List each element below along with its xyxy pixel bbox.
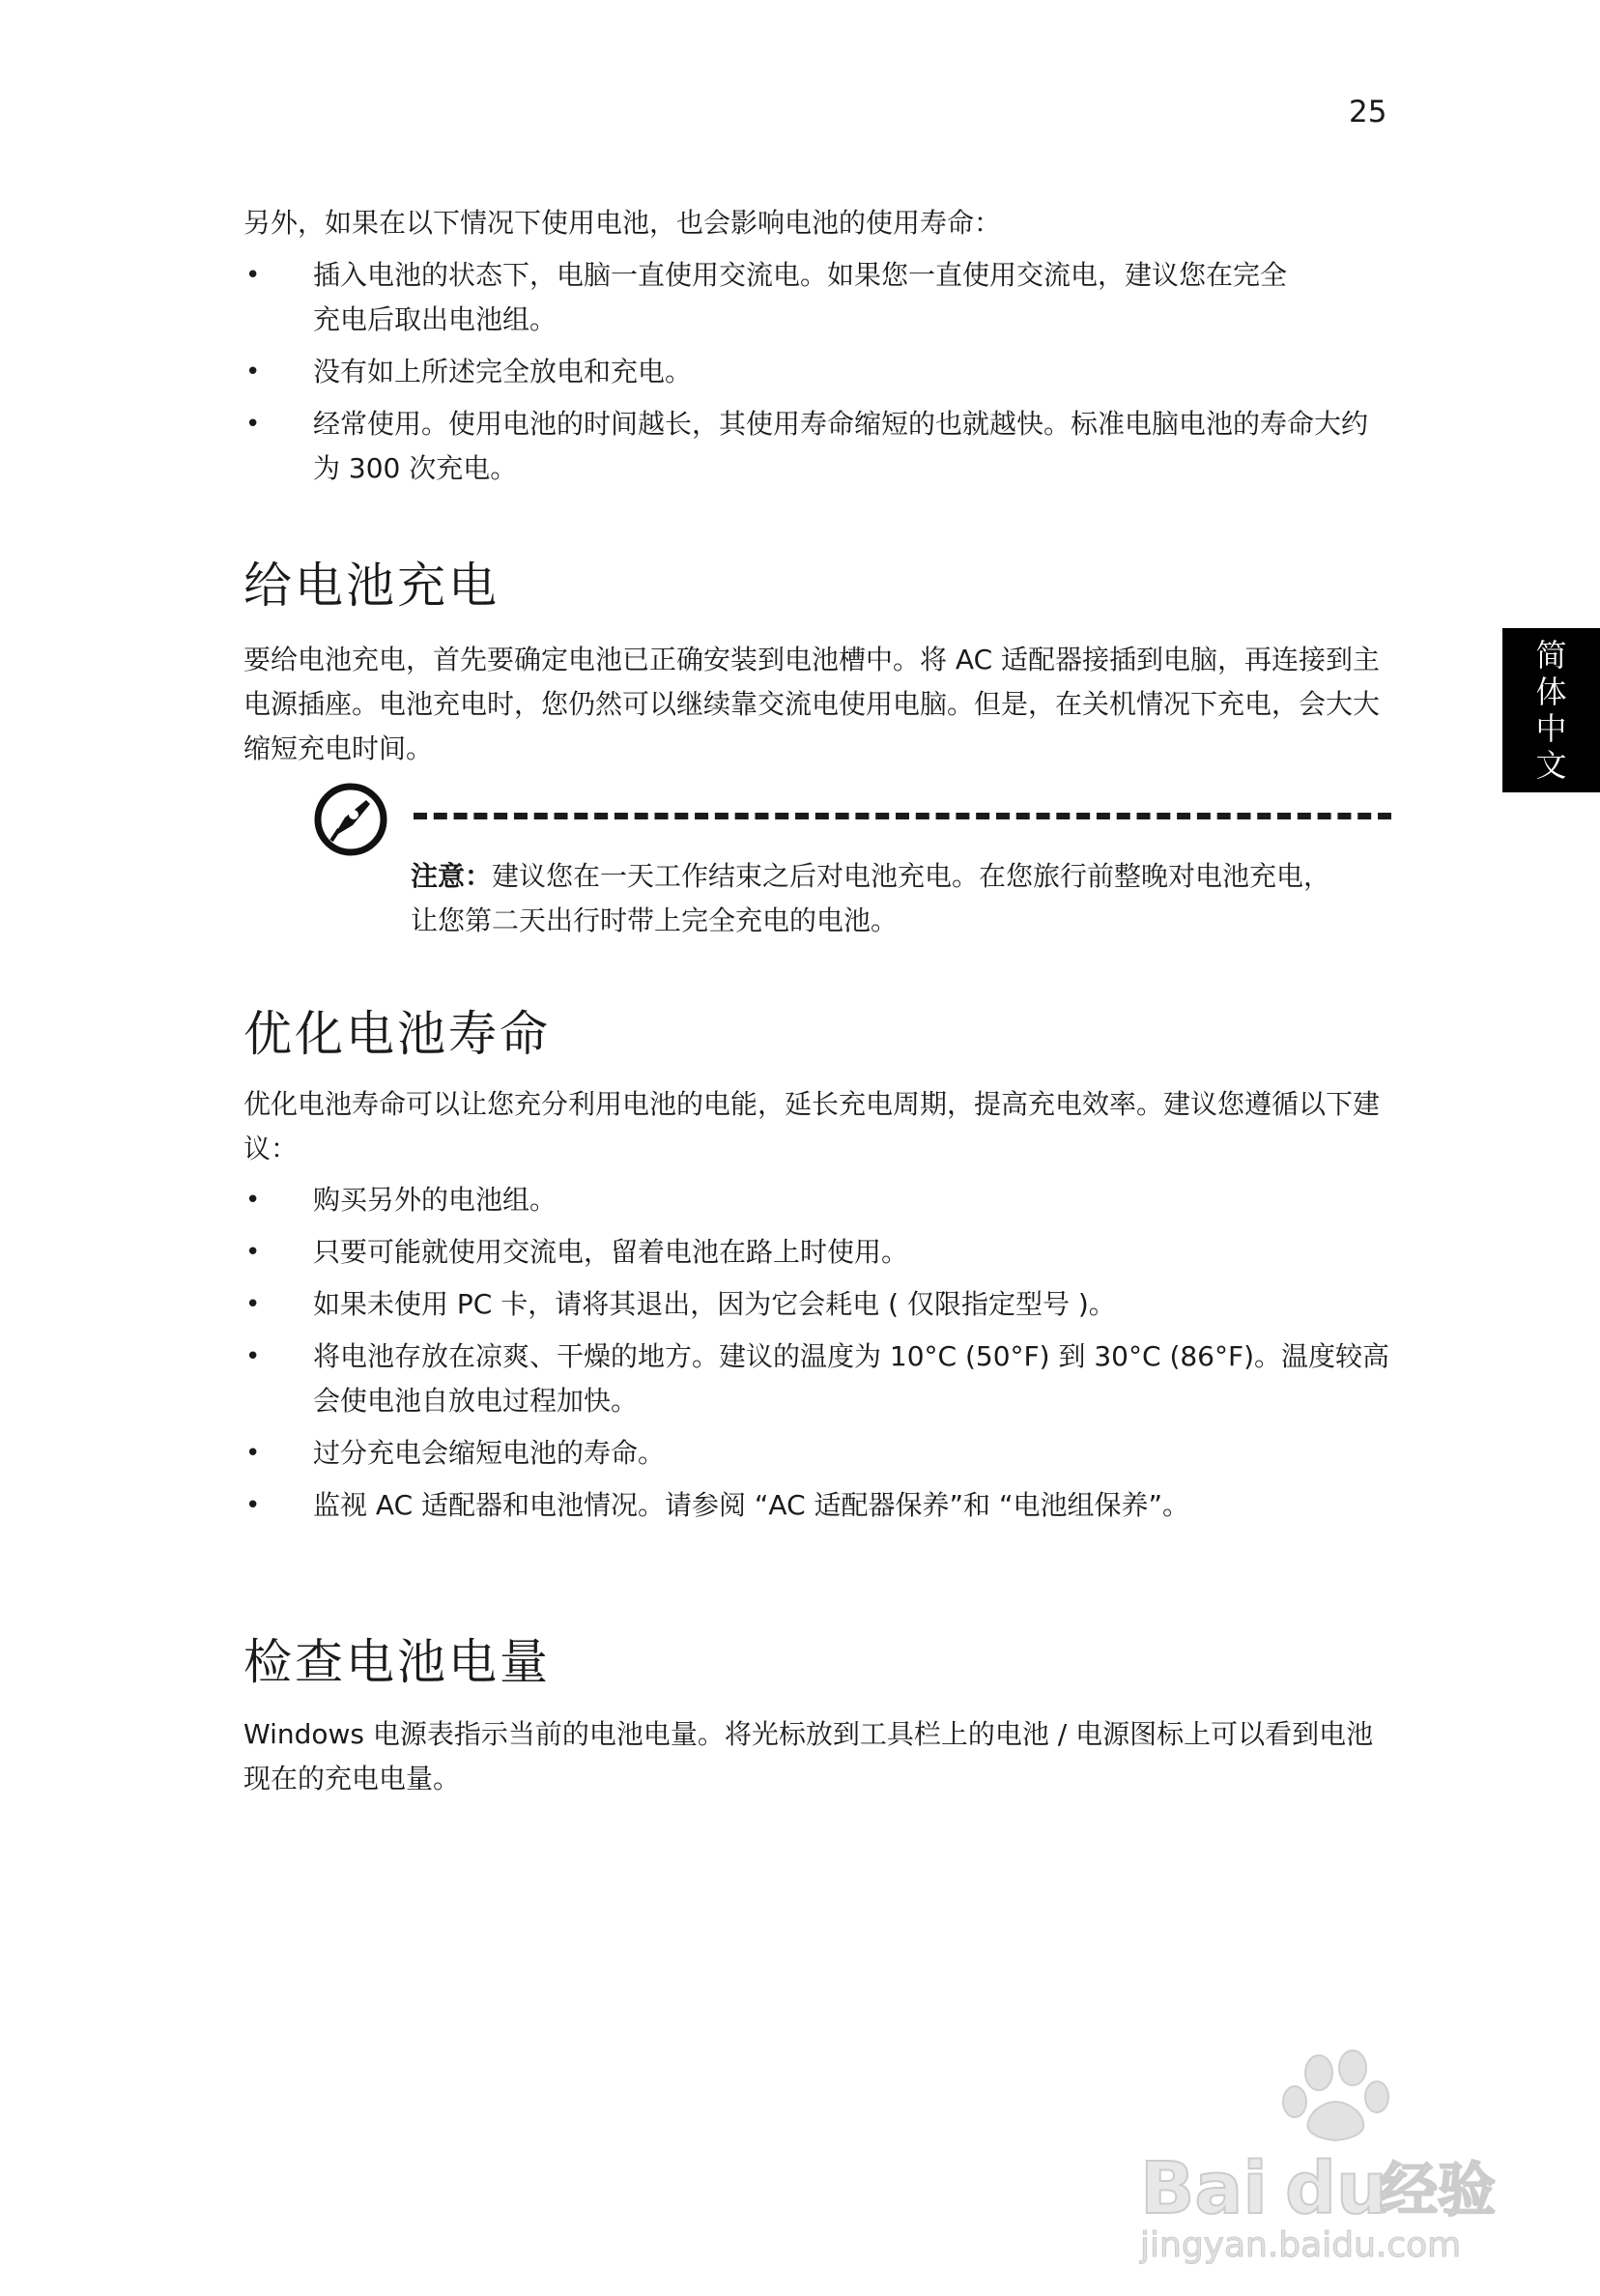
bullet-icon: • [245, 410, 261, 439]
list-item [243, 253, 1393, 342]
list-item [243, 1335, 1393, 1423]
note-label: 注意： [411, 860, 493, 892]
bullet-icon: • [245, 1439, 261, 1468]
pen-note-icon [312, 781, 389, 858]
note-divider [414, 813, 1391, 819]
intro-paragraph: 另外，如果在以下情况下使用电池，也会影响电池的使用寿命： [243, 207, 1002, 239]
side-tab-char: 文 [1535, 747, 1567, 784]
bullet-icon: • [245, 1342, 261, 1371]
watermark-url: jingyan.baidu.com [1140, 2225, 1462, 2265]
optimize-bullet-list [243, 1178, 1393, 1535]
side-tab-char: 中 [1535, 710, 1567, 747]
note-text [411, 854, 1357, 943]
baidu-paw-icon [1121, 2044, 1507, 2266]
list-item [243, 402, 1393, 491]
optimize-paragraph: 优化电池寿命可以让您充分利用电池的电能，延长充电周期，提高充电效率。建议您遵循以下建议： [243, 1088, 1381, 1164]
intro-bullet-list [243, 253, 1393, 499]
list-item-text: 将电池存放在凉爽、干燥的地方。建议的温度为 10°C (50°F) 到 30°C (86°F)。温度较高会使电池自放电过程加快。 [313, 1340, 1390, 1417]
list-item-text: 没有如上所述完全放电和充电。 [313, 356, 693, 387]
section-heading-optimize: 优化电池寿命 [243, 1006, 551, 1062]
list-item-text: 插入电池的状态下，电脑一直使用交流电。如果您一直使用交流电，建议您在完全充电后取出电池组。 [313, 259, 1288, 335]
bullet-icon: • [245, 1238, 261, 1267]
list-item [243, 1431, 1393, 1476]
list-item-text: 只要可能就使用交流电，留着电池在路上时使用。 [313, 1236, 909, 1268]
list-item-text: 购买另外的电池组。 [313, 1184, 557, 1216]
watermark-label: 经验 [1380, 2157, 1496, 2224]
charging-paragraph: 要给电池充电，首先要确定电池已正确安装到电池槽中。将 AC 适配器接插到电脑，再连接到主电源插座。电池充电时，您仍然可以继续靠交流电使用电脑。但是，在关机情况下充电，会大大缩短充电时间。 [243, 644, 1381, 764]
side-tab-char: 简 [1535, 637, 1567, 674]
page-number: 25 [1349, 95, 1387, 129]
list-item-text: 过分充电会缩短电池的寿命。 [313, 1437, 666, 1469]
list-item-text: 如果未使用 PC 卡，请将其退出，因为它会耗电 ( 仅限指定型号 )。 [313, 1288, 1116, 1320]
list-item-text: 经常使用。使用电池的时间越长，其使用寿命缩短的也就越快。标准电脑电池的寿命大约为 300 次充电。 [313, 408, 1369, 484]
list-item-text: 监视 AC 适配器和电池情况。请参阅 “AC 适配器保养”和 “电池组保养”。 [313, 1489, 1189, 1521]
section-heading-check: 检查电池电量 [243, 1634, 551, 1690]
list-item [243, 1483, 1393, 1528]
list-item [243, 1282, 1393, 1327]
bullet-icon: • [245, 358, 261, 387]
note-body: 建议您在一天工作结束之后对电池充电。在您旅行前整晚对电池充电，让您第二天出行时带上完全充电的电池。 [411, 860, 1331, 936]
list-item [243, 350, 1393, 394]
watermark-brand-2: du [1285, 2147, 1387, 2230]
list-item [243, 1230, 1393, 1275]
bullet-icon: • [245, 1491, 261, 1520]
check-paragraph: Windows 电源表指示当前的电池电量。将光标放到工具栏上的电池 / 电源图标上可以看到电池现在的充电电量。 [243, 1718, 1374, 1794]
bullet-icon: • [245, 1290, 261, 1319]
bullet-icon: • [245, 1186, 261, 1215]
bullet-icon: • [245, 261, 261, 290]
list-item [243, 1178, 1393, 1222]
watermark-brand: Bai [1140, 2147, 1268, 2230]
section-heading-charging: 给电池充电 [243, 558, 500, 614]
side-tab-char: 体 [1535, 674, 1567, 710]
language-side-tab [1502, 628, 1600, 792]
